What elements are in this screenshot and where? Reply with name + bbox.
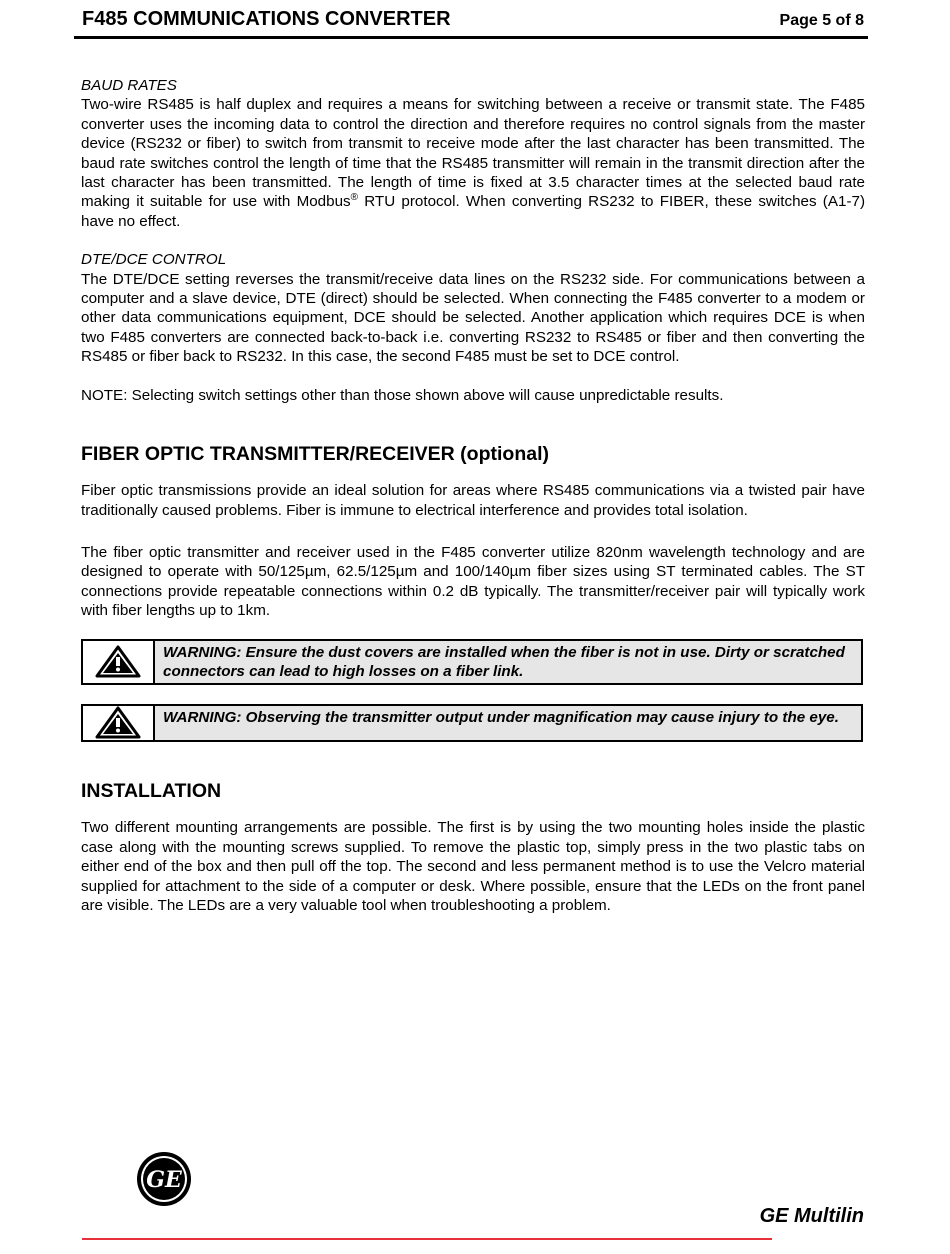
switch-note: NOTE: Selecting switch settings other than those shown above will cause unpredictable results. bbox=[81, 386, 724, 404]
footer-rule bbox=[82, 1238, 772, 1240]
document-title: F485 COMMUNICATIONS CONVERTER bbox=[82, 8, 451, 30]
warning-box-dust-covers bbox=[81, 639, 863, 686]
page-number: Page 5 of 8 bbox=[779, 12, 864, 29]
warning-triangle-icon bbox=[95, 706, 141, 740]
fiber-paragraph-2: The fiber optic transmitter and receiver used in the F485 converter utilize 820nm wavelength technology and are designed to operate with 50/125µm, 62.5/125µm and 100/140µm fiber sizes using ST terminated cables. The ST connections provide repeatable connections within 0.2 dB typically. The transmitter/receiver pair will typically work with fiber lengths up to 1km. bbox=[81, 543, 865, 620]
registered-mark: ® bbox=[350, 192, 358, 204]
warning-text: WARNING: Observing the transmitter output under magnification may cause injury to the eye. bbox=[163, 709, 839, 727]
fiber-paragraph-1: Fiber optic transmissions provide an ideal solution for areas where RS485 communications via a twisted pair have traditionally caused problems. Fiber is immune to electrical interference and provides total isolation. bbox=[81, 482, 865, 519]
installation-text: Two different mounting arrangements are possible. The first is by using the two mounting holes inside the plastic case along with the mounting screws supplied. To remove the plastic top, simply press in the two plastic tabs on either end of the box and then pull off the top. The second and less permanent method is to use the Velcro material supplied for attachment to the side of a computer or desk. Where possible, ensure that the LEDs on the front panel are visible. The LEDs are a very valuable tool when troubleshooting a problem. bbox=[81, 819, 865, 914]
section-dte-dce bbox=[81, 250, 865, 366]
baud-rates-heading: BAUD RATES bbox=[81, 77, 177, 94]
warning-triangle-icon bbox=[95, 645, 141, 679]
warning-box-magnification bbox=[81, 704, 863, 742]
baud-rates-text-part1: Two-wire RS485 is half duplex and requires a means for switching between a receive or transmit state. The F485 converter uses the incoming data to control the direction and therefore requires no control signals from the master device (RS232 or fiber) to switch from transmit to receive mode after the last character has been transmitted. The baud rate switches control the length of time that the RS485 transmitter will remain in the transmit direction after the last character has been transmitted. The length of time is fixed at 3.5 character times at the selected baud rate making it suitable for use with Modbus bbox=[81, 96, 865, 211]
section-baud-rates bbox=[81, 76, 865, 231]
warning-text: WARNING: Ensure the dust covers are installed when the fiber is not in use. Dirty or scratched connectors can lead to high losses on a fiber link. bbox=[163, 643, 845, 680]
dte-dce-heading: DTE/DCE CONTROL bbox=[81, 251, 227, 269]
baud-rates-text bbox=[81, 95, 865, 231]
brand-name: GE Multilin bbox=[759, 1205, 864, 1227]
page-content bbox=[81, 76, 865, 915]
page-header bbox=[74, 8, 868, 39]
installation-section-title: INSTALLATION bbox=[81, 780, 222, 803]
ge-logo-text: GE bbox=[146, 1167, 182, 1193]
fiber-section-title: FIBER OPTIC TRANSMITTER/RECEIVER (optional) bbox=[81, 443, 549, 466]
ge-logo-icon bbox=[136, 1151, 192, 1207]
dte-dce-text: The DTE/DCE setting reverses the transmit/receive data lines on the RS232 side. For communications between a computer and a slave device, DTE (direct) should be selected. When connecting the F485 converter to a modem or other data communications equipment, DCE should be selected. Another application which requires DCE is when two F485 converters are connected back-to-back i.e. converting RS232 to RS485 or fiber and then converting the RS485 or fiber back to RS232. In this case, the second F485 must be set to DCE control. bbox=[81, 270, 865, 366]
baud-rates-text-part2: RTU protocol. When converting RS232 to FIBER, these switches (A1-7) have no effect. bbox=[81, 193, 866, 230]
